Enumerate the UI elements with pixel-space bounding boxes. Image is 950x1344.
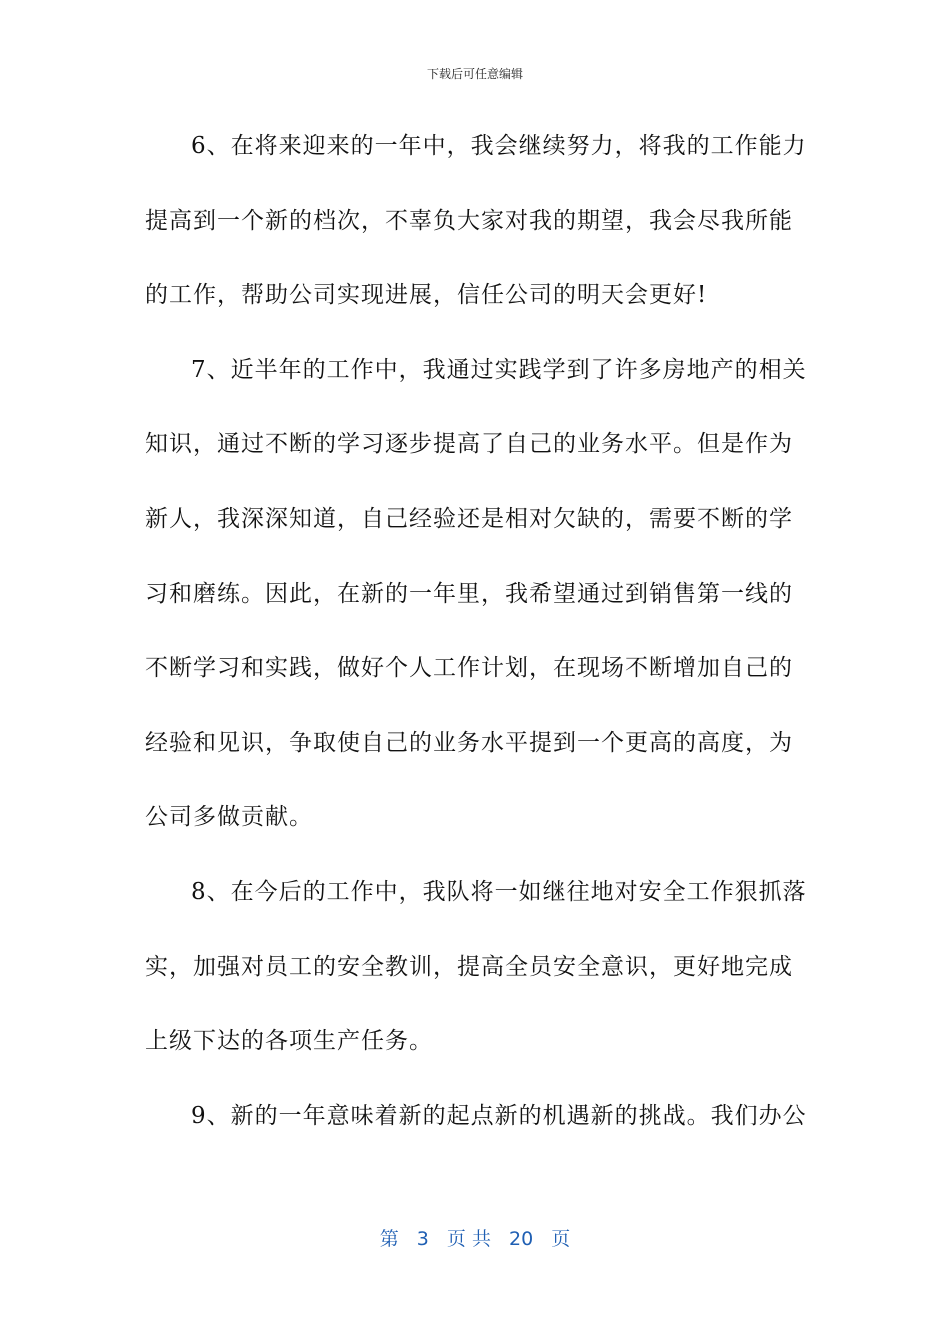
footer-prefix: 第 [379, 1228, 399, 1250]
paragraph-7-line-6: 经验和见识，争取使自己的业务水平提到一个更高的高度，为 [145, 729, 793, 756]
paragraph-7-line-7: 公司多做贡献。 [145, 804, 313, 831]
page-footer [0, 1226, 950, 1252]
paragraph-6-line-2: 提高到一个新的档次，不辜负大家对我的期望，我会尽我所能 [145, 207, 793, 234]
paragraph-7-line-4: 习和磨练。因此，在新的一年里，我希望通过到销售第一线的 [145, 580, 793, 607]
paragraph-7-line-2: 知识，通过不断的学习逐步提高了自己的业务水平。但是作为 [145, 431, 793, 458]
paragraph-8-line-2: 实，加强对员工的安全教训，提高全员安全意识，更好地完成 [145, 953, 793, 980]
paragraph-7-line-3: 新人，我深深知道，自己经验还是相对欠缺的，需要不断的学 [145, 505, 793, 532]
paragraph-6-line-1: 6、在将来迎来的一年中，我会继续努力，将我的工作能力 [191, 133, 807, 159]
page-header [0, 66, 950, 82]
paragraph-9-line-1: 9、新的一年意味着新的起点新的机遇新的挑战。我们办公 [191, 1102, 807, 1129]
paragraph-8-line-1: 8、在今后的工作中，我队将一如继往地对安全工作狠抓落 [191, 878, 807, 905]
document-body [145, 124, 810, 1168]
paragraph-7-line-5: 不断学习和实践，做好个人工作计划，在现场不断增加自己的 [145, 655, 793, 682]
paragraph-6-line-3: 的工作，帮助公司实现进展，信任公司的明天会更好! [145, 282, 708, 309]
paragraph-8-line-3: 上级下达的各项生产任务。 [145, 1028, 433, 1055]
footer-current-page: 3 [416, 1228, 429, 1250]
footer-suffix: 页 [551, 1228, 571, 1250]
footer-total-pages: 20 [509, 1228, 534, 1250]
paragraph-7-line-1: 7、近半年的工作中，我通过实践学到了许多房地产的相关 [191, 356, 807, 383]
header-text: 下载后可任意编辑 [426, 67, 523, 81]
footer-middle: 页 共 [446, 1228, 491, 1250]
